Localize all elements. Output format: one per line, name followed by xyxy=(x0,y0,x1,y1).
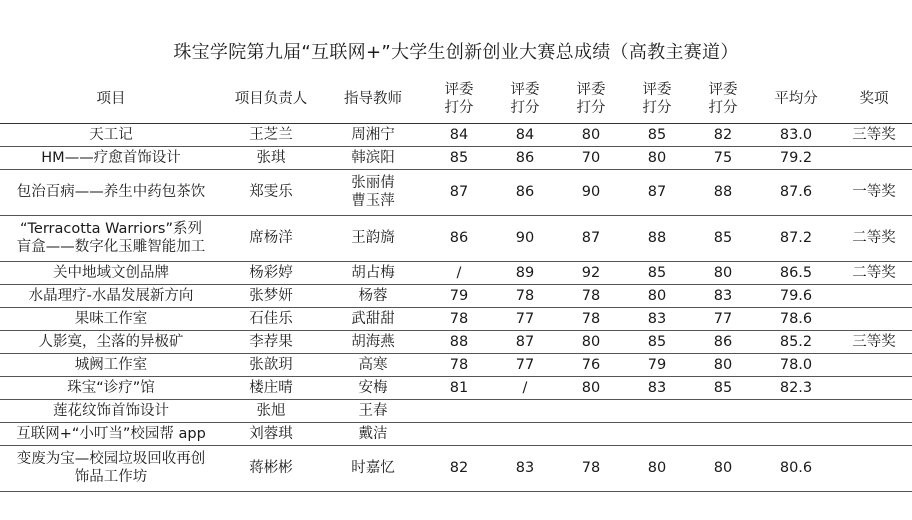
advisor-cell: 周湘宁 xyxy=(320,123,426,146)
average-cell: 78.6 xyxy=(756,307,836,330)
score-cell: 85 xyxy=(624,330,690,353)
score-cell: 87 xyxy=(558,215,624,261)
project-cell: 包治百病——养生中药包茶饮 xyxy=(0,169,222,215)
score-cell: 80 xyxy=(624,284,690,307)
score-cell: 77 xyxy=(492,353,558,376)
table-row xyxy=(0,123,912,146)
score-cell: / xyxy=(426,261,492,284)
leader-cell: 张旭 xyxy=(222,399,320,422)
average-cell: 82.3 xyxy=(756,376,836,399)
project-cell: 关中地域文创品牌 xyxy=(0,261,222,284)
column-header: 项目负责人 xyxy=(222,75,320,123)
advisor-cell: 王春 xyxy=(320,399,426,422)
score-cell: 80 xyxy=(624,445,690,491)
award-cell: 三等奖 xyxy=(836,330,912,353)
score-cell: 80 xyxy=(690,445,756,491)
column-header: 评委 打分 xyxy=(492,75,558,123)
project-cell: 果味工作室 xyxy=(0,307,222,330)
score-cell: 88 xyxy=(624,215,690,261)
project-cell: 城阙工作室 xyxy=(0,353,222,376)
award-cell xyxy=(836,307,912,330)
average-cell: 80.6 xyxy=(756,445,836,491)
score-cell xyxy=(558,422,624,445)
leader-cell: 杨彩婷 xyxy=(222,261,320,284)
score-cell xyxy=(690,422,756,445)
table-row xyxy=(0,353,912,376)
advisor-cell: 戴洁 xyxy=(320,422,426,445)
table-row xyxy=(0,284,912,307)
project-cell: HM——疗愈首饰设计 xyxy=(0,146,222,169)
score-cell: 90 xyxy=(492,215,558,261)
average-cell: 87.6 xyxy=(756,169,836,215)
score-cell: 87 xyxy=(624,169,690,215)
average-cell: 79.2 xyxy=(756,146,836,169)
score-cell xyxy=(558,399,624,422)
score-cell xyxy=(492,399,558,422)
leader-cell: 蒋彬彬 xyxy=(222,445,320,491)
score-cell: 83 xyxy=(492,445,558,491)
award-cell: 二等奖 xyxy=(836,215,912,261)
average-cell: 87.2 xyxy=(756,215,836,261)
score-cell: 80 xyxy=(558,376,624,399)
advisor-cell: 韩滨阳 xyxy=(320,146,426,169)
award-cell xyxy=(836,146,912,169)
column-header: 评委 打分 xyxy=(690,75,756,123)
table-row xyxy=(0,169,912,215)
table-row xyxy=(0,399,912,422)
project-cell: 水晶理疗-水晶发展新方向 xyxy=(0,284,222,307)
score-cell: 86 xyxy=(690,330,756,353)
score-cell: 77 xyxy=(690,307,756,330)
leader-cell: 郑雯乐 xyxy=(222,169,320,215)
score-cell xyxy=(426,399,492,422)
score-cell: 76 xyxy=(558,353,624,376)
score-cell: 84 xyxy=(492,123,558,146)
table-row xyxy=(0,146,912,169)
advisor-cell: 王韵旖 xyxy=(320,215,426,261)
score-cell: 84 xyxy=(426,123,492,146)
column-header: 评委 打分 xyxy=(558,75,624,123)
score-cell: 81 xyxy=(426,376,492,399)
score-cell: 90 xyxy=(558,169,624,215)
average-cell: 83.0 xyxy=(756,123,836,146)
advisor-cell: 张丽倩 曹玉萍 xyxy=(320,169,426,215)
column-header: 平均分 xyxy=(756,75,836,123)
project-cell: 人影寞，尘落的异极矿 xyxy=(0,330,222,353)
score-cell: 87 xyxy=(426,169,492,215)
score-cell: 80 xyxy=(690,261,756,284)
leader-cell: 刘蓉琪 xyxy=(222,422,320,445)
leader-cell: 石佳乐 xyxy=(222,307,320,330)
score-cell: 80 xyxy=(558,123,624,146)
score-cell: 83 xyxy=(624,376,690,399)
column-header: 奖项 xyxy=(836,75,912,123)
table-row xyxy=(0,215,912,261)
project-cell: 珠宝“诊疗”馆 xyxy=(0,376,222,399)
score-cell: 86 xyxy=(492,146,558,169)
column-header: 指导教师 xyxy=(320,75,426,123)
score-cell xyxy=(690,399,756,422)
score-cell: 80 xyxy=(690,353,756,376)
table-row xyxy=(0,307,912,330)
project-cell: 互联网+“小叮当”校园帮 app xyxy=(0,422,222,445)
leader-cell: 张歆玥 xyxy=(222,353,320,376)
column-header: 评委 打分 xyxy=(624,75,690,123)
award-cell xyxy=(836,399,912,422)
score-cell: 79 xyxy=(624,353,690,376)
score-cell xyxy=(624,399,690,422)
score-cell: 80 xyxy=(558,330,624,353)
advisor-cell: 胡海燕 xyxy=(320,330,426,353)
table-body xyxy=(0,123,912,491)
score-cell: 78 xyxy=(492,284,558,307)
score-cell xyxy=(492,422,558,445)
score-cell: 82 xyxy=(690,123,756,146)
score-cell: 70 xyxy=(558,146,624,169)
score-cell: 83 xyxy=(690,284,756,307)
average-cell: 86.5 xyxy=(756,261,836,284)
average-cell xyxy=(756,422,836,445)
leader-cell: 张梦妍 xyxy=(222,284,320,307)
table-row xyxy=(0,445,912,491)
score-cell: 87 xyxy=(492,330,558,353)
score-cell: 86 xyxy=(426,215,492,261)
score-cell xyxy=(624,422,690,445)
average-cell: 79.6 xyxy=(756,284,836,307)
score-cell xyxy=(426,422,492,445)
leader-cell: 张琪 xyxy=(222,146,320,169)
average-cell: 78.0 xyxy=(756,353,836,376)
table-row xyxy=(0,261,912,284)
award-cell: 一等奖 xyxy=(836,169,912,215)
score-cell: 78 xyxy=(558,307,624,330)
average-cell xyxy=(756,399,836,422)
table-row xyxy=(0,376,912,399)
project-cell: “Terracotta Warriors”系列 盲盒——数字化玉雕智能加工 xyxy=(0,215,222,261)
column-header: 项目 xyxy=(0,75,222,123)
column-header: 评委 打分 xyxy=(426,75,492,123)
score-cell: 92 xyxy=(558,261,624,284)
award-cell xyxy=(836,376,912,399)
score-cell: 88 xyxy=(690,169,756,215)
award-cell xyxy=(836,284,912,307)
advisor-cell: 时嘉忆 xyxy=(320,445,426,491)
score-cell: / xyxy=(492,376,558,399)
score-cell: 89 xyxy=(492,261,558,284)
score-cell: 85 xyxy=(690,376,756,399)
award-cell xyxy=(836,353,912,376)
table-row xyxy=(0,330,912,353)
project-cell: 天工记 xyxy=(0,123,222,146)
score-cell: 82 xyxy=(426,445,492,491)
advisor-cell: 安梅 xyxy=(320,376,426,399)
score-cell: 78 xyxy=(426,307,492,330)
project-cell: 莲花纹饰首饰设计 xyxy=(0,399,222,422)
score-cell: 88 xyxy=(426,330,492,353)
score-cell: 85 xyxy=(690,215,756,261)
leader-cell: 楼庄晴 xyxy=(222,376,320,399)
award-cell: 三等奖 xyxy=(836,123,912,146)
table-row xyxy=(0,422,912,445)
leader-cell: 李荐果 xyxy=(222,330,320,353)
score-cell: 77 xyxy=(492,307,558,330)
score-cell: 79 xyxy=(426,284,492,307)
leader-cell: 王芝兰 xyxy=(222,123,320,146)
score-cell: 85 xyxy=(624,123,690,146)
score-cell: 78 xyxy=(426,353,492,376)
advisor-cell: 武甜甜 xyxy=(320,307,426,330)
project-cell: 变废为宝—校园垃圾回收再创 饰品工作坊 xyxy=(0,445,222,491)
score-cell: 83 xyxy=(624,307,690,330)
page-title: 珠宝学院第九届“互联网+”大学生创新创业大赛总成绩（高教主赛道） xyxy=(173,42,739,63)
leader-cell: 席杨洋 xyxy=(222,215,320,261)
score-cell: 85 xyxy=(624,261,690,284)
advisor-cell: 胡占梅 xyxy=(320,261,426,284)
average-cell: 85.2 xyxy=(756,330,836,353)
score-cell: 86 xyxy=(492,169,558,215)
award-cell xyxy=(836,445,912,491)
advisor-cell: 杨蓉 xyxy=(320,284,426,307)
advisor-cell: 高寒 xyxy=(320,353,426,376)
score-cell: 78 xyxy=(558,284,624,307)
award-cell xyxy=(836,422,912,445)
score-table xyxy=(0,75,912,492)
score-cell: 75 xyxy=(690,146,756,169)
score-cell: 80 xyxy=(624,146,690,169)
score-cell: 85 xyxy=(426,146,492,169)
award-cell: 二等奖 xyxy=(836,261,912,284)
header-row xyxy=(0,75,912,123)
score-cell: 78 xyxy=(558,445,624,491)
